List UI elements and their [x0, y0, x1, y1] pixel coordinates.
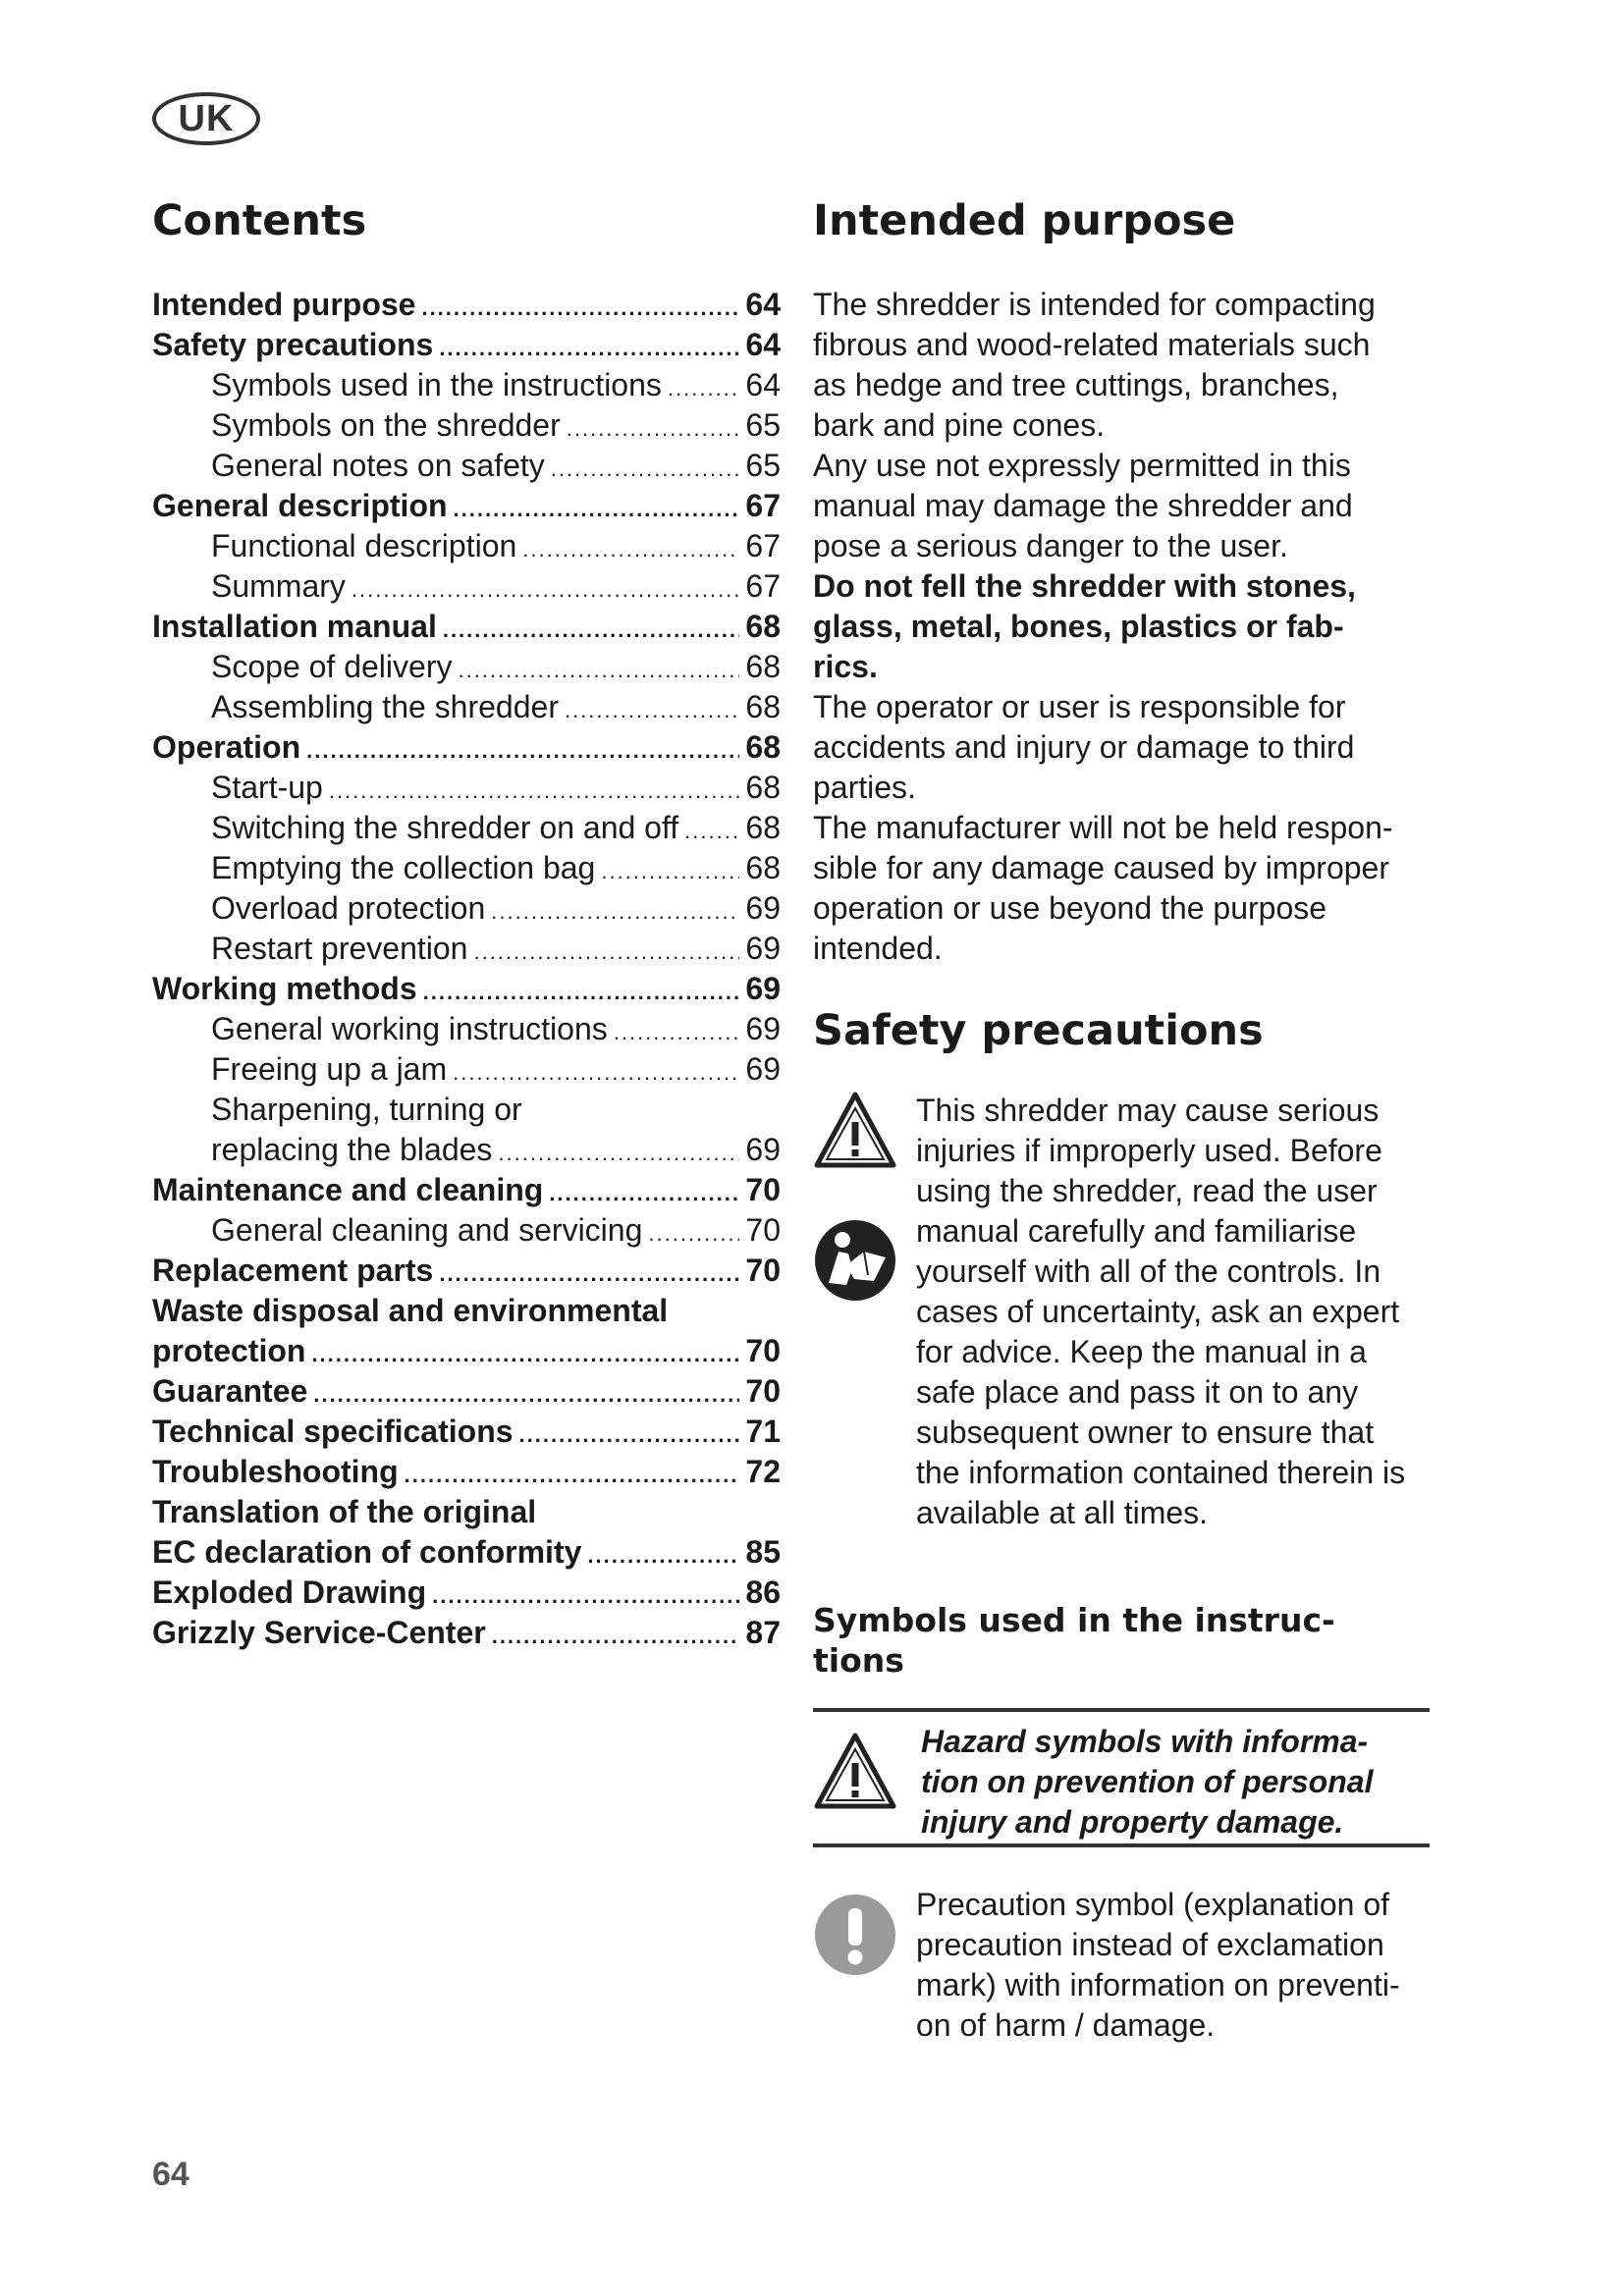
toc-entry-page: 69 — [745, 931, 781, 966]
toc-leader-dots — [443, 610, 740, 650]
toc-entry-page: 64 — [745, 367, 781, 402]
precaution-symbol-text — [916, 1885, 1400, 2046]
toc-entry — [152, 526, 781, 566]
toc-entry-title: Overload protection — [211, 890, 486, 926]
toc-entry-title: General working instructions — [211, 1011, 608, 1046]
toc-entry-page: 68 — [745, 609, 781, 644]
toc-entry — [152, 566, 781, 607]
toc-entry-title: Start-up — [211, 770, 323, 805]
toc-entry-page: 70 — [745, 1253, 781, 1288]
toc-leader-dots — [439, 1254, 739, 1294]
intended-purpose-text — [813, 285, 1441, 969]
toc-entry — [152, 1130, 781, 1170]
toc-leader-dots — [549, 1173, 739, 1213]
toc-entry-page: 64 — [745, 327, 781, 362]
toc-leader-dots — [473, 932, 739, 972]
toc-entry-title: Freeing up a jam — [211, 1051, 448, 1087]
hazard-rule-bottom — [813, 1843, 1430, 1847]
toc-entry — [152, 405, 781, 446]
toc-leader-dots — [648, 1213, 739, 1254]
intended-purpose-line: Do not fell the shredder with stones, — [813, 568, 1356, 604]
toc-entry-title: Exploded Drawing — [152, 1575, 427, 1610]
toc-leader-dots — [491, 891, 739, 932]
toc-entry-page: 67 — [745, 568, 781, 604]
toc-leader-dots — [432, 1575, 739, 1616]
toc-entry-title: Restart prevention — [211, 931, 468, 966]
toc-entry — [152, 848, 781, 888]
toc-entry — [152, 1090, 781, 1130]
toc-entry — [152, 1532, 781, 1573]
toc-entry-title: Replacement parts — [152, 1253, 434, 1288]
body-column — [813, 187, 1441, 2052]
toc-entry — [152, 808, 781, 848]
toc-leader-dots — [313, 1374, 739, 1415]
toc-leader-dots — [306, 730, 739, 771]
toc-entry — [152, 325, 781, 365]
toc-entry-title: Scope of delivery — [211, 649, 453, 684]
toc-entry — [152, 1331, 781, 1371]
precaution-symbol-line: mark) with information on preventi- — [916, 1967, 1400, 2002]
toc-entry — [152, 1049, 781, 1090]
intended-purpose-line: The manufacturer will not be held respon- — [813, 810, 1393, 845]
safety-text — [916, 1091, 1405, 1533]
toc-entry-page: 70 — [745, 1373, 781, 1409]
toc-leader-dots — [684, 811, 739, 851]
toc-entry-title: Working methods — [152, 971, 417, 1006]
toc-entry-page: 64 — [745, 287, 781, 322]
toc-entry-title: Translation of the original — [152, 1494, 537, 1529]
intended-purpose-line: pose a serious danger to the user. — [813, 528, 1288, 563]
toc-entry-title: Switching the shredder on and off — [211, 810, 679, 845]
toc-leader-dots — [405, 1455, 740, 1495]
hazard-symbol-line: Hazard symbols with informa- — [921, 1724, 1369, 1759]
toc-leader-dots — [522, 529, 739, 569]
toc-entry-title: protection — [152, 1333, 306, 1368]
hazard-symbol-text — [921, 1722, 1373, 1842]
toc-leader-dots — [439, 328, 739, 368]
toc-leader-dots — [352, 569, 740, 610]
toc-entry-title: Symbols on the shredder — [211, 407, 561, 443]
precaution-symbol-line: on of harm / damage. — [916, 2007, 1216, 2043]
toc-entry-page: 68 — [745, 649, 781, 684]
toc-entry — [152, 888, 781, 929]
toc-leader-dots — [421, 288, 739, 328]
toc-entry-page: 65 — [745, 448, 781, 483]
toc-entry — [152, 768, 781, 808]
toc-entry-page: 67 — [745, 528, 781, 563]
toc-entry — [152, 446, 781, 486]
toc-entry — [152, 365, 781, 405]
intended-purpose-line: manual may damage the shredder and — [813, 488, 1353, 523]
toc-leader-dots — [519, 1415, 740, 1455]
page-number: 64 — [152, 2156, 189, 2193]
toc-leader-dots — [668, 368, 740, 408]
toc-leader-dots — [423, 972, 740, 1012]
safety-notice — [813, 1091, 1441, 1533]
intended-purpose-line: intended. — [813, 931, 943, 966]
toc-entry — [152, 1573, 781, 1613]
toc-leader-dots — [454, 489, 740, 529]
toc-entry — [152, 285, 781, 325]
contents-heading: Contents — [152, 196, 367, 245]
toc-entry — [152, 1291, 781, 1331]
safety-line: the information contained therein is — [916, 1455, 1406, 1490]
toc-entry-title: Grizzly Service-Center — [152, 1615, 486, 1650]
intended-purpose-line: The shredder is intended for compacting — [813, 287, 1376, 322]
toc-entry — [152, 607, 781, 647]
toc-entry — [152, 1412, 781, 1452]
toc-entry-page: 69 — [745, 890, 781, 926]
intended-purpose-line: operation or use beyond the purpose — [813, 890, 1327, 926]
toc-entry-title: Waste disposal and environmental — [152, 1293, 669, 1328]
toc-entry-page: 69 — [745, 1051, 781, 1087]
toc-entry-page: 70 — [745, 1172, 781, 1207]
intended-purpose-heading: Intended purpose — [813, 196, 1236, 245]
toc-leader-dots — [587, 1535, 739, 1575]
toc-leader-dots — [458, 650, 739, 690]
toc-leader-dots — [453, 1052, 739, 1093]
precaution-symbol-line: precaution instead of exclamation — [916, 1927, 1384, 1962]
toc-entry-title: Assembling the shredder — [211, 689, 559, 724]
safety-line: for advice. Keep the manual in a — [916, 1334, 1367, 1369]
toc-leader-dots — [614, 1012, 740, 1052]
precaution-symbol-line: Precaution symbol (explanation of — [916, 1887, 1390, 1922]
toc-leader-dots — [567, 408, 740, 449]
safety-line: safe place and pass it on to any — [916, 1374, 1359, 1410]
toc-entry-title: replacing the blades — [211, 1132, 493, 1167]
toc-entry-title: Symbols used in the instructions — [211, 367, 662, 402]
toc-entry — [152, 1251, 781, 1291]
toc-entry-page: 67 — [745, 488, 781, 523]
toc-entry-page: 68 — [745, 810, 781, 845]
intended-purpose-line: rics. — [813, 649, 878, 684]
uk-language-badge: UK — [152, 92, 260, 145]
toc-leader-dots — [492, 1616, 740, 1656]
toc-leader-dots — [329, 771, 740, 811]
warning-triangle-icon — [813, 1732, 897, 1810]
intended-purpose-line: accidents and injury or damage to third — [813, 729, 1355, 765]
hazard-symbol-note — [813, 1712, 1430, 1843]
toc-entry-title: Troubleshooting — [152, 1454, 399, 1489]
safety-line: This shredder may cause serious — [916, 1093, 1380, 1128]
intended-purpose-line: Any use not expressly permitted in this — [813, 448, 1351, 483]
precaution-exclamation-icon — [813, 1893, 897, 1977]
read-manual-icon — [813, 1218, 897, 1303]
safety-line: subsequent owner to ensure that — [916, 1415, 1375, 1450]
intended-purpose-line: bark and pine cones. — [813, 407, 1106, 443]
toc-entry-page: 87 — [745, 1615, 781, 1650]
toc-leader-dots — [565, 690, 739, 730]
toc-leader-dots — [311, 1334, 739, 1374]
intended-purpose-line: parties. — [813, 770, 916, 805]
toc-entry-title: Maintenance and cleaning — [152, 1172, 544, 1207]
toc-entry — [152, 1492, 781, 1532]
toc-entry-title: Summary — [211, 568, 346, 604]
toc-entry — [152, 1009, 781, 1049]
toc-entry — [152, 929, 781, 969]
toc-entry-title: Installation manual — [152, 609, 437, 644]
toc-entry — [152, 687, 781, 727]
safety-line: manual carefully and familiarise — [916, 1213, 1357, 1249]
toc-entry-title: Sharpening, turning or — [211, 1092, 522, 1127]
toc-entry-title: Functional description — [211, 528, 517, 563]
toc-entry — [152, 486, 781, 526]
precaution-symbol-note — [813, 1885, 1441, 2052]
toc-entry — [152, 1210, 781, 1251]
symbols-heading — [813, 1600, 1441, 1681]
toc-entry-page: 68 — [745, 850, 781, 885]
toc-entry-page: 68 — [745, 729, 781, 765]
toc-entry — [152, 727, 781, 768]
toc-entry-title: General notes on safety — [211, 448, 545, 483]
toc-entry-page: 85 — [745, 1534, 781, 1570]
toc-entry — [152, 969, 781, 1009]
toc-leader-dots — [498, 1133, 739, 1173]
symbols-heading-line2: tions — [813, 1641, 904, 1680]
hazard-symbol-line: tion on prevention of personal — [921, 1764, 1374, 1799]
toc-entry-page: 68 — [745, 770, 781, 805]
toc-entry — [152, 1613, 781, 1653]
toc-entry-page: 86 — [745, 1575, 781, 1610]
toc-entry-page: 69 — [745, 1132, 781, 1167]
warning-triangle-icon — [813, 1091, 897, 1169]
toc-entry-title: Operation — [152, 729, 301, 765]
toc-entry-page: 72 — [745, 1454, 781, 1489]
toc-entry-title: Guarantee — [152, 1373, 308, 1409]
toc-entry-page: 69 — [745, 971, 781, 1006]
toc-entry — [152, 1371, 781, 1412]
symbols-heading-line1: Symbols used in the instruc- — [813, 1601, 1335, 1639]
safety-line: available at all times. — [916, 1495, 1209, 1530]
toc-entry — [152, 1452, 781, 1492]
intended-purpose-line: as hedge and tree cuttings, branches, — [813, 367, 1339, 402]
intended-purpose-line: fibrous and wood-related materials such — [813, 327, 1371, 362]
hazard-symbol-line: injury and property damage. — [921, 1804, 1344, 1840]
toc-leader-dots — [601, 851, 739, 891]
toc-entry-title: General description — [152, 488, 448, 523]
intended-purpose-line: The operator or user is responsible for — [813, 689, 1346, 724]
toc-entry-page: 71 — [745, 1414, 781, 1449]
toc-entry-title: EC declaration of conformity — [152, 1534, 582, 1570]
toc-entry-title: Emptying the collection bag — [211, 850, 596, 885]
safety-precautions-heading: Safety precautions — [813, 1006, 1264, 1055]
safety-line: cases of uncertainty, ask an expert — [916, 1294, 1400, 1329]
intended-purpose-line: glass, metal, bones, plastics or fab- — [813, 609, 1344, 644]
toc-leader-dots — [551, 449, 740, 489]
toc-entry-page: 70 — [745, 1333, 781, 1368]
toc-entry-page: 68 — [745, 689, 781, 724]
toc-entry-title: General cleaning and servicing — [211, 1212, 643, 1248]
toc-entry-title: Safety precautions — [152, 327, 434, 362]
safety-line: using the shredder, read the user — [916, 1173, 1378, 1208]
contents-column — [152, 187, 781, 1653]
toc-entry-page: 69 — [745, 1011, 781, 1046]
toc-entry — [152, 1170, 781, 1210]
toc-entry-page: 65 — [745, 407, 781, 443]
intended-purpose-line: sible for any damage caused by improper — [813, 850, 1389, 885]
toc-entry-page: 70 — [745, 1212, 781, 1248]
safety-line: yourself with all of the controls. In — [916, 1254, 1381, 1289]
toc-entry-title: Intended purpose — [152, 287, 416, 322]
toc-entry — [152, 647, 781, 687]
safety-line: injuries if improperly used. Before — [916, 1133, 1382, 1168]
table-of-contents — [152, 285, 781, 1653]
toc-entry-title: Technical specifications — [152, 1414, 514, 1449]
